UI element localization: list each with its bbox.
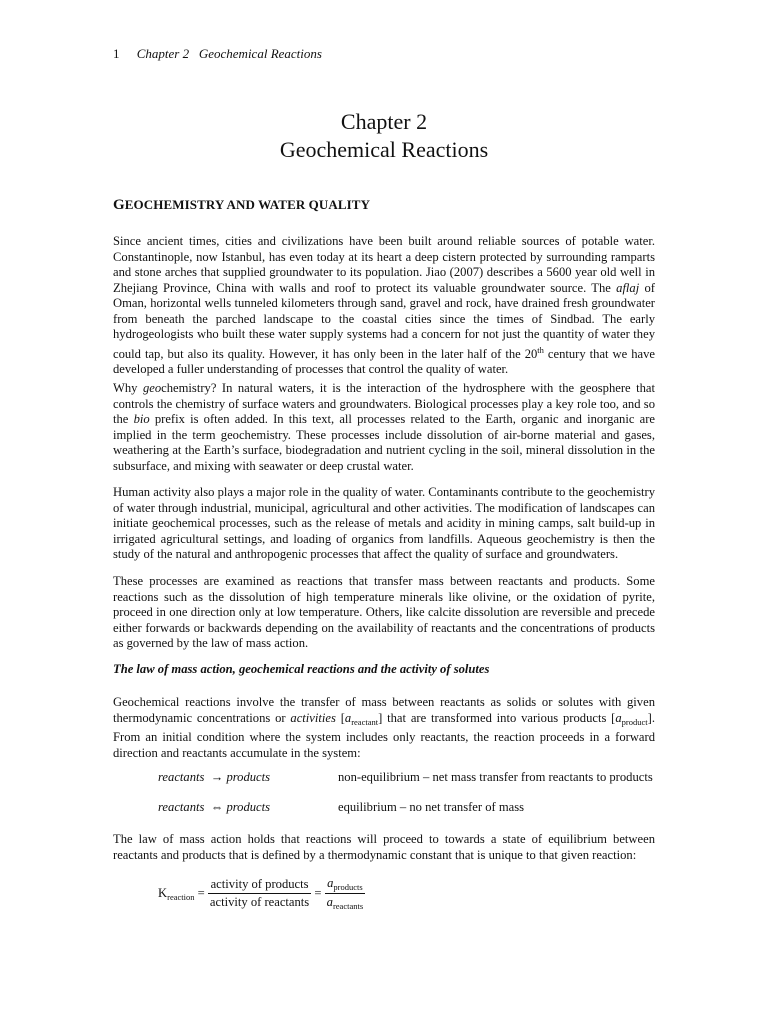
equation-equals: = — [314, 886, 322, 900]
p5-reactant-subscript: reactant — [351, 716, 379, 727]
paragraph-2 — [113, 381, 655, 474]
chapter-name: Geochemical Reactions — [279, 137, 489, 162]
fraction-denominator: activity of reactants — [209, 895, 310, 909]
p5-text-d: ]. From an initial condition where the system includes only reactants, the reaction proceeds in a forward direction and reactants accumulate in the system: — [113, 710, 655, 760]
paragraph-6: The law of mass action holds that reactions will proceed to towards a state of equilibrium between reactants and products that is defined by a thermodynamic constant that is unique to that given reaction: — [113, 832, 655, 862]
p2-text-a: Why — [113, 381, 143, 395]
reactants-subscript: reactants — [332, 901, 364, 911]
reaction-expression: reactants → products — [158, 770, 271, 784]
p5-text-b: [ — [335, 710, 345, 725]
p5-activity-symbol-2: a — [615, 710, 622, 725]
equation-K: K — [158, 885, 168, 900]
equation-K-subscript: reaction — [167, 891, 195, 902]
subsection-heading: The law of mass action, geochemical reactions and the activity of solutes — [113, 662, 490, 676]
section-heading-rest: EOCHEMISTRY AND WATER QUALITY — [124, 197, 371, 212]
reaction-row — [158, 770, 653, 785]
section-heading — [113, 197, 370, 214]
page-number: 1 — [113, 46, 120, 61]
fraction-numerator: activity of products — [208, 877, 311, 894]
running-head — [113, 46, 322, 62]
p2-text-b: chemistry? In natural waters, it is the interaction of the hydrosphere with the geosphere that controls the chemistry of surface waters and groundwaters. Biological processes play a key role too, and so the — [113, 381, 655, 426]
equation-fraction-words — [208, 877, 311, 910]
p5-product-subscript: product — [621, 716, 648, 727]
equation-equals: = — [197, 886, 205, 900]
reaction-expression: reactants ⇔ products — [158, 800, 271, 814]
activity-symbol: a — [327, 876, 334, 890]
paragraph-4: These processes are examined as reactions that transfer mass between reactants and products. Some reactions such as the dissolution of high temperature minerals like olivine, or the oxidation of pyrite, proceed in one direction only at low temperature. Others, like calcite dissolution are reversible and precede either forwards or backwards depending on the availability of reactants and the concentrations of products as governed by the law of mass action. — [113, 574, 655, 650]
reaction-row — [158, 800, 524, 815]
p5-activities: activities — [290, 710, 336, 725]
p1-text-a: Since ancient times, cities and civilizations have been built around reliable sources of potable water. Constantinople, now Istanbul, has even today at its heart a deep cistern protected by surrounding ramparts and stone arches that supplied groundwater to its population. Jiao (2007) describes a 5600 year old well in Zhejiang Province, China with walls and roof to protect its valuable groundwater source. The — [113, 234, 655, 295]
activity-symbol: a — [326, 895, 333, 909]
equation-fraction-symbols — [325, 876, 366, 911]
mass-action-equation — [158, 876, 365, 911]
paragraph-5 — [113, 695, 655, 761]
paragraph-3: Human activity also plays a major role in the quality of water. Contaminants contribute to the geochemistry of water through industrial, municipal, agricultural and other activities. The modification of landscapes can initiate geochemical processes, such as the release of metals and acidity in mining camps, salt build-up in irrigated agricultural settings, and loading of organics from landfills. Aqueous geochemistry is then the study of the natural and anthropogenic processes that affect the quality of surface and groundwaters. — [113, 485, 655, 561]
p5-text-a: Geochemical reactions involve the transfer of mass between reactants as solids or solutes with given thermodynamic concentrations or — [113, 695, 655, 725]
p2-text-c: prefix is often added. In this text, all processes related to the Earth, organic and inorganic are implied in the term geochemistry. These processes include dissolution of air-borne material and gases, weathering at the Earth’s surface, biodegradation and nutrient cycling in the soil, mineral dissolution in the subsurface, and mixing with seawater or deep crustal water. — [113, 412, 655, 473]
p5-text-c: ] that are transformed into various products [ — [378, 710, 616, 725]
p5-activity-symbol-1: a — [344, 710, 352, 725]
p2-bio: bio — [133, 412, 150, 426]
products-subscript: products — [333, 882, 363, 892]
p1-superscript: th — [537, 344, 544, 355]
paragraph-1 — [113, 234, 655, 378]
section-heading-initial: G — [113, 197, 125, 213]
running-head-title: Chapter 2 Geochemical Reactions — [136, 46, 322, 61]
reaction-description: equilibrium – no net transfer of mass — [338, 800, 525, 814]
reaction-description: non-equilibrium – net mass transfer from reactants to products — [338, 770, 653, 784]
chapter-number: Chapter 2 — [340, 109, 428, 134]
fraction-numerator — [325, 876, 366, 894]
p1-text-b: of Oman, horizontal wells tunneled kilometers through sand, gravel and rock, have drained fresh groundwater from beneath the parched landscape to the coastal cities since the times of Sindbad. The early hydrogeologists who built these water supply systems had a concern for not just the quantity of water they could tap, but also its quality. However, it has only been in the later half of the 20 — [113, 280, 656, 361]
p2-geo: geo — [142, 381, 162, 395]
p1-text-c: century that we have developed a fuller understanding of processes that control the quality of water. — [113, 346, 655, 376]
fraction-denominator — [325, 894, 366, 911]
chapter-title — [0, 108, 768, 164]
p1-aflaj: aflaj — [616, 280, 640, 295]
